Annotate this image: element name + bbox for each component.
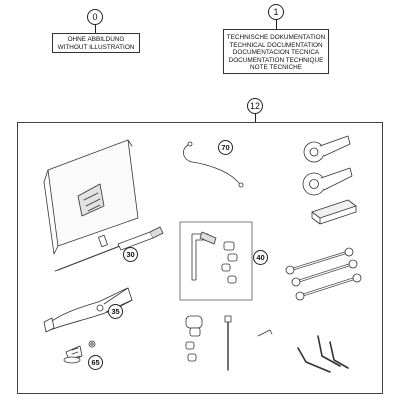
label-line: DOCUMENTACION TECNICA: [232, 49, 320, 57]
callout-40: 40: [253, 250, 268, 265]
callout-70: 70: [218, 140, 233, 155]
label-line: DOCUMENTATION TECHNIQUE: [228, 56, 324, 64]
label-line: OHNE ABBILDUNG: [67, 36, 125, 43]
rubber-block-icon: [312, 200, 356, 224]
label-line: NOTE TECNICHE: [249, 64, 303, 72]
callout-35: 35: [108, 304, 123, 319]
cable-icon: [183, 142, 243, 187]
callout-65: 65: [88, 355, 103, 370]
socket-set-frame: [180, 222, 252, 300]
item-number-1: 1: [268, 4, 284, 20]
item-number-12: 12: [247, 98, 263, 114]
open-end-wrenches-icon: [286, 248, 361, 300]
callout-30: 30: [123, 247, 138, 262]
hex-keys-icon: [298, 336, 348, 372]
item-number-0: 0: [87, 9, 103, 25]
label-line: WITHOUT ILLUSTRATION: [57, 43, 135, 51]
label-line: TECHNISCHE DOKUMENTATION: [226, 34, 326, 41]
socket-extension-icon: [186, 316, 272, 370]
hex-wrench-icon: [192, 232, 216, 280]
label-line: TECHNICAL DOCUMENTATION: [229, 41, 323, 49]
ring-spanner-icon: [303, 136, 352, 195]
socket-bits-icon: [222, 242, 237, 283]
tool-bag-icon: [44, 140, 138, 254]
